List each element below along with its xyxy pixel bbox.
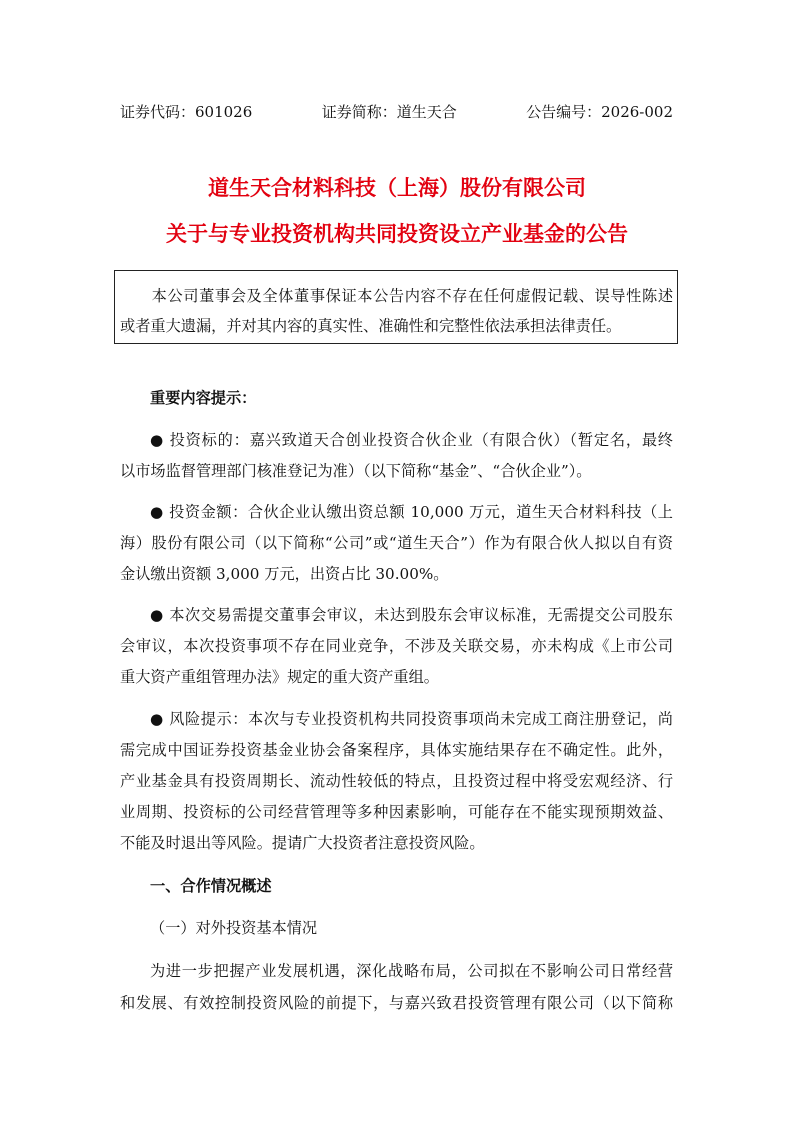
bullet-line: 重大资产重组管理办法》规定的重大资产重组。	[120, 668, 439, 686]
subsection-heading: （一）对外投资基本情况	[150, 919, 318, 937]
bullet-line: 业周期、投资标的公司经营管理等多种因素影响，可能存在不能实现预期效益、	[120, 803, 673, 821]
bullet-line: 海）股份有限公司（以下简称“公司”或“道生天合”）作为有限合伙人拟以自有资	[120, 534, 673, 552]
bullet-line: 金认缴出资额 3,000 万元，出资占比 30.00%。	[120, 565, 449, 583]
bullet-line: 会审议，本次投资事项不存在同业竞争，不涉及关联交易，亦未构成《上市公司	[120, 637, 673, 655]
bullet-line: ● 投资金额：合伙企业认缴出资总额 10,000 万元，道生天合材料科技（上	[150, 503, 673, 521]
highlights-heading: 重要内容提示：	[150, 389, 257, 407]
document-header	[120, 101, 673, 122]
stock-short-name: 证券简称：道生天合	[321, 103, 457, 121]
notice-number: 公告编号：2026-002	[526, 103, 673, 121]
bullet-line: 以市场监督管理部门核准登记为准）（以下简称“基金”、“合伙企业”）。	[120, 462, 592, 480]
bullet-line: ● 风险提示：本次与专业投资机构共同投资事项尚未完成工商注册登记，尚	[150, 710, 673, 728]
company-title: 道生天合材料科技（上海）股份有限公司	[208, 176, 586, 200]
announcement-title: 关于与专业投资机构共同投资设立产业基金的公告	[166, 222, 628, 246]
bullet-line: 需完成中国证券投资基金业协会备案程序，具体实施结果存在不确定性。此外，	[120, 741, 673, 759]
bullet-line: 不能及时退出等风险。提请广大投资者注意投资风险。	[120, 834, 485, 852]
statement-line: 本公司董事会及全体董事保证本公告内容不存在任何虚假记载、误导性陈述	[120, 287, 673, 305]
paragraph-line: 为进一步把握产业发展机遇，深化战略布局，公司拟在不影响公司日常经营	[150, 962, 673, 980]
stock-code: 证券代码：601026	[120, 103, 253, 121]
statement-line: 或者重大遗漏，并对其内容的真实性、准确性和完整性依法承担法律责任。	[120, 317, 622, 335]
bullet-line: ● 投资标的：嘉兴致道天合创业投资合伙企业（有限合伙）（暂定名，最终	[150, 431, 673, 449]
bullet-line: 产业基金具有投资周期长、流动性较低的特点，且投资过程中将受宏观经济、行	[120, 772, 673, 790]
paragraph-line: 和发展、有效控制投资风险的前提下，与嘉兴致君投资管理有限公司（以下简称	[120, 994, 673, 1012]
bullet-line: ● 本次交易需提交董事会审议，未达到股东会审议标准，无需提交公司股东	[150, 606, 673, 624]
section-heading: 一、合作情况概述	[150, 877, 272, 895]
